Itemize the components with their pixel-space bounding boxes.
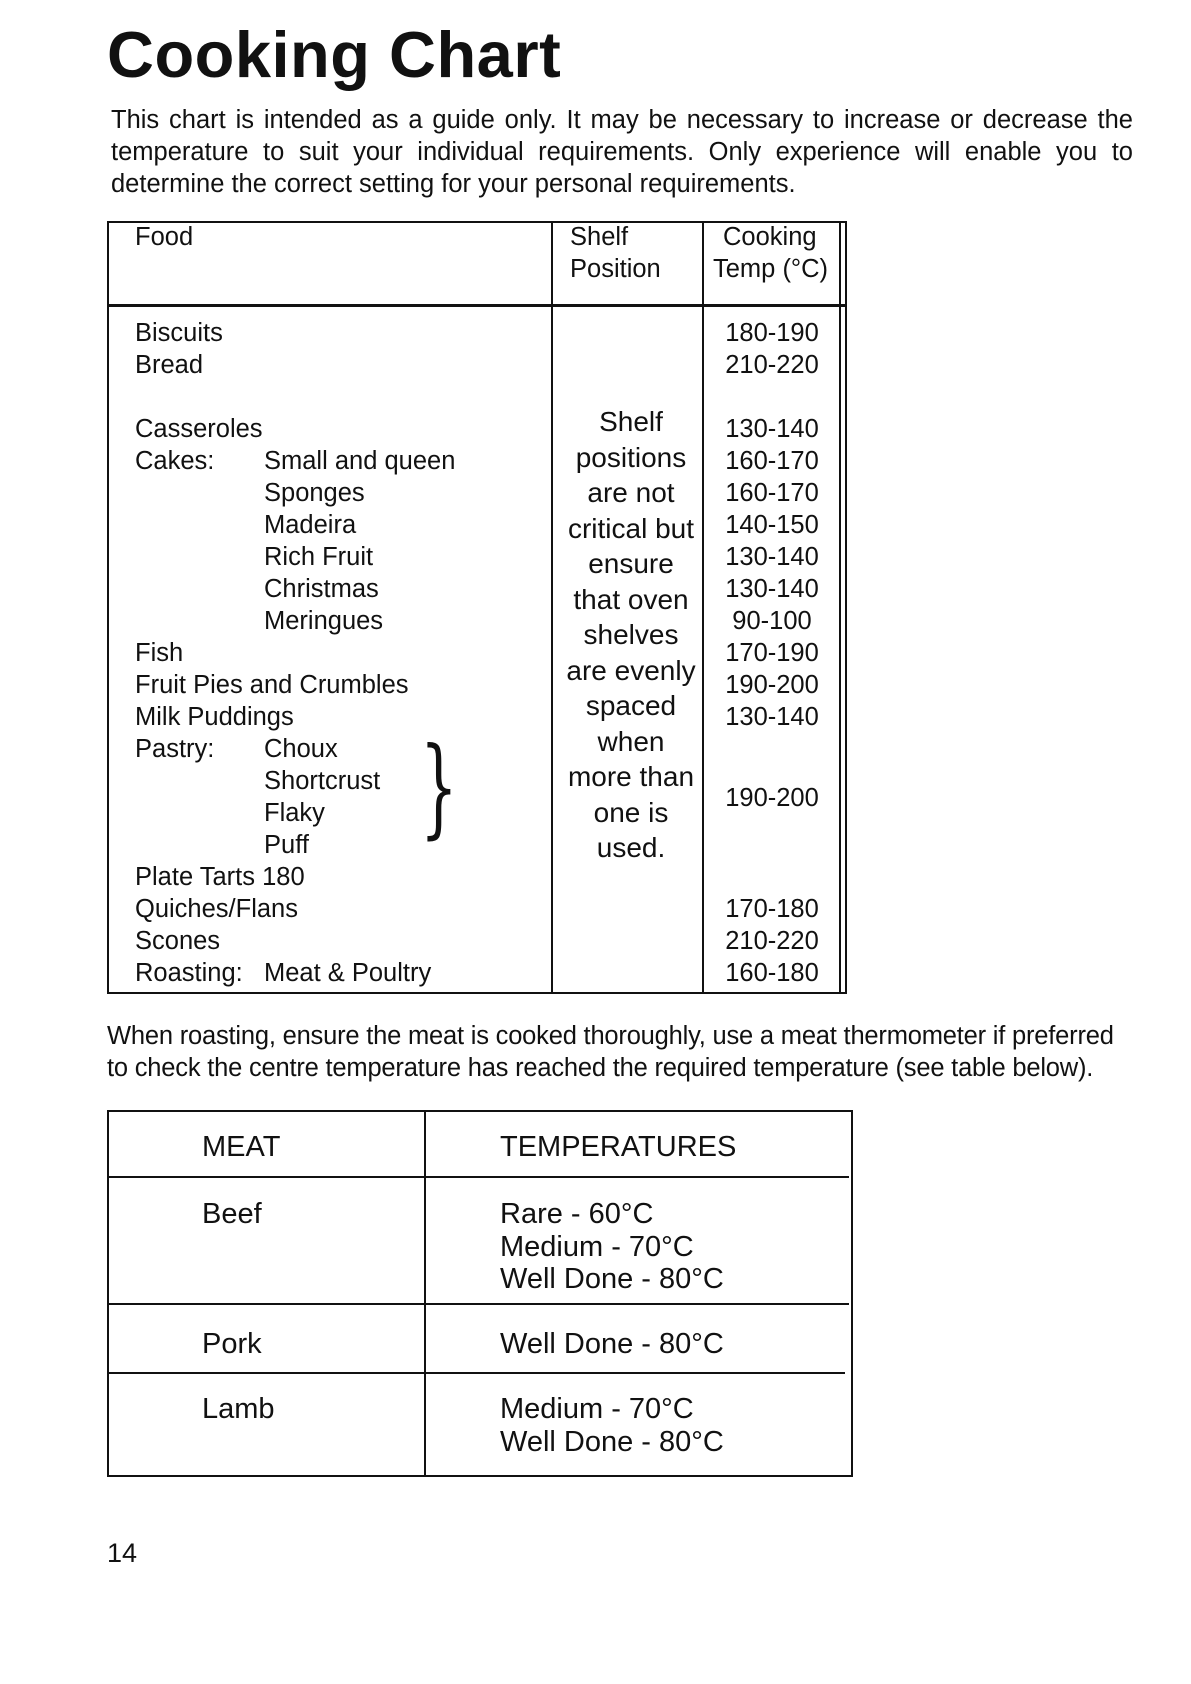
note-line: that oven xyxy=(573,583,689,615)
temp-fruit-pies: 190-200 xyxy=(725,671,819,699)
food-roasting-label: Roasting: xyxy=(135,959,243,987)
temp-cakes-meringues: 90-100 xyxy=(732,607,812,635)
note-line: shelves xyxy=(583,619,679,650)
food-roasting: Meat & Poultry xyxy=(264,959,432,987)
header-temperatures: TEMPERATURES xyxy=(500,1131,737,1163)
header-shelf: Position xyxy=(570,255,661,283)
note-line: ensure xyxy=(588,548,674,579)
food-cakes-label: Cakes: xyxy=(135,447,215,475)
meat-table-border-right xyxy=(851,1110,853,1477)
meat-table-border-top xyxy=(107,1110,853,1112)
meat-table-divider xyxy=(107,1303,849,1305)
food-pastry-choux: Choux xyxy=(264,735,338,763)
temp-casseroles: 130-140 xyxy=(725,415,819,443)
meat-table-border-left xyxy=(107,1110,109,1477)
food-plate-tarts: Plate Tarts 180 xyxy=(135,863,305,891)
meat-pork: Pork xyxy=(202,1328,262,1360)
temp-pastry: 190-200 xyxy=(725,784,819,812)
temp-scones: 210-220 xyxy=(725,927,819,955)
table-col-divider xyxy=(551,221,553,994)
food-quiches: Quiches/Flans xyxy=(135,895,298,923)
pastry-brace: } xyxy=(420,725,458,850)
note-line: one is xyxy=(593,796,669,828)
roasting-note-line: When roasting, ensure the meat is cooked thoroughly, use a meat thermometer if preferred xyxy=(107,1022,1114,1050)
roasting-note-line: to check the centre temperature has reached the required temperature (see table below). xyxy=(107,1054,1094,1082)
food-pastry-flaky: Flaky xyxy=(264,799,325,827)
food-cakes-christmas: Christmas xyxy=(264,575,379,603)
page-number: 14 xyxy=(107,1538,138,1568)
temp-bread: 210-220 xyxy=(725,351,819,379)
food-biscuits: Biscuits xyxy=(135,319,223,347)
food-fruit-pies: Fruit Pies and Crumbles xyxy=(135,671,409,699)
note-line: critical but xyxy=(567,512,695,544)
temp-milk-puddings: 130-140 xyxy=(725,703,819,731)
page-title: Cooking Chart xyxy=(107,18,562,91)
food-bread: Bread xyxy=(135,351,204,379)
note-line: Shelf xyxy=(599,406,663,437)
temp-cakes-madeira: 140-150 xyxy=(725,511,819,539)
food-milk-puddings: Milk Puddings xyxy=(135,703,294,731)
note-line: are not xyxy=(587,477,675,508)
header-temp: Temp (°C) xyxy=(713,255,829,283)
food-pastry-shortcrust: Shortcrust xyxy=(264,767,381,795)
intro-line: This chart is intended as a guide only. It may be necessary to increase or decrease the xyxy=(111,106,1133,134)
food-cakes-meringues: Meringues xyxy=(264,607,384,635)
meat-table-divider xyxy=(107,1372,845,1374)
header-meat: MEAT xyxy=(202,1131,281,1163)
pork-temp-well-done: Well Done - 80°C xyxy=(500,1328,724,1360)
note-line: spaced xyxy=(585,690,677,721)
food-cakes-sponges: Sponges xyxy=(264,479,365,507)
temp-roasting: 160-180 xyxy=(725,959,819,987)
beef-temp-rare: Rare - 60°C xyxy=(500,1198,654,1230)
temp-quiches: 170-180 xyxy=(725,895,819,923)
food-scones: Scones xyxy=(135,927,221,955)
note-line: are evenly xyxy=(566,654,696,686)
temp-cakes-small: 160-170 xyxy=(725,447,819,475)
table-border-bottom xyxy=(107,992,847,994)
intro-line: temperature to suit your individual requirements. Only experience will enable you to xyxy=(111,138,1133,166)
temp-cakes-rich: 130-140 xyxy=(725,543,819,571)
temp-cakes-christmas: 130-140 xyxy=(725,575,819,603)
meat-table-border-bottom xyxy=(107,1475,853,1477)
lamb-temp-medium: Medium - 70°C xyxy=(500,1393,694,1425)
temp-cakes-sponges: 160-170 xyxy=(725,479,819,507)
roasting-note xyxy=(107,1020,1133,1084)
food-cakes-rich: Rich Fruit xyxy=(264,543,374,571)
meat-table-divider xyxy=(107,1176,849,1178)
lamb-temp-well-done: Well Done - 80°C xyxy=(500,1426,724,1458)
note-line: when xyxy=(597,725,665,757)
intro-line: determine the correct setting for your personal requirements. xyxy=(111,170,796,198)
note-line: positions xyxy=(575,441,687,473)
food-fish: Fish xyxy=(135,639,184,667)
food-casseroles: Casseroles xyxy=(135,415,263,443)
note-line: more than xyxy=(567,761,695,792)
table-border-left xyxy=(107,221,109,994)
header-shelf: Shelf xyxy=(570,223,629,251)
meat-lamb: Lamb xyxy=(202,1393,275,1425)
meat-beef: Beef xyxy=(202,1198,262,1230)
beef-temp-medium: Medium - 70°C xyxy=(500,1231,694,1263)
temp-biscuits: 180-190 xyxy=(725,319,819,347)
header-temp: Cooking xyxy=(723,223,817,251)
shelf-position-note xyxy=(556,404,706,866)
temp-fish: 170-190 xyxy=(725,639,819,667)
header-food: Food xyxy=(135,223,194,251)
note-line: used. xyxy=(596,832,666,863)
table-header-divider xyxy=(107,304,847,307)
meat-table-col-divider xyxy=(424,1110,426,1477)
food-pastry-label: Pastry: xyxy=(135,735,215,763)
food-cakes-small: Small and queen xyxy=(264,447,456,475)
beef-temp-well-done: Well Done - 80°C xyxy=(500,1263,724,1295)
intro-paragraph xyxy=(111,104,1133,200)
food-cakes-madeira: Madeira xyxy=(264,511,357,539)
food-pastry-puff: Puff xyxy=(264,831,309,859)
